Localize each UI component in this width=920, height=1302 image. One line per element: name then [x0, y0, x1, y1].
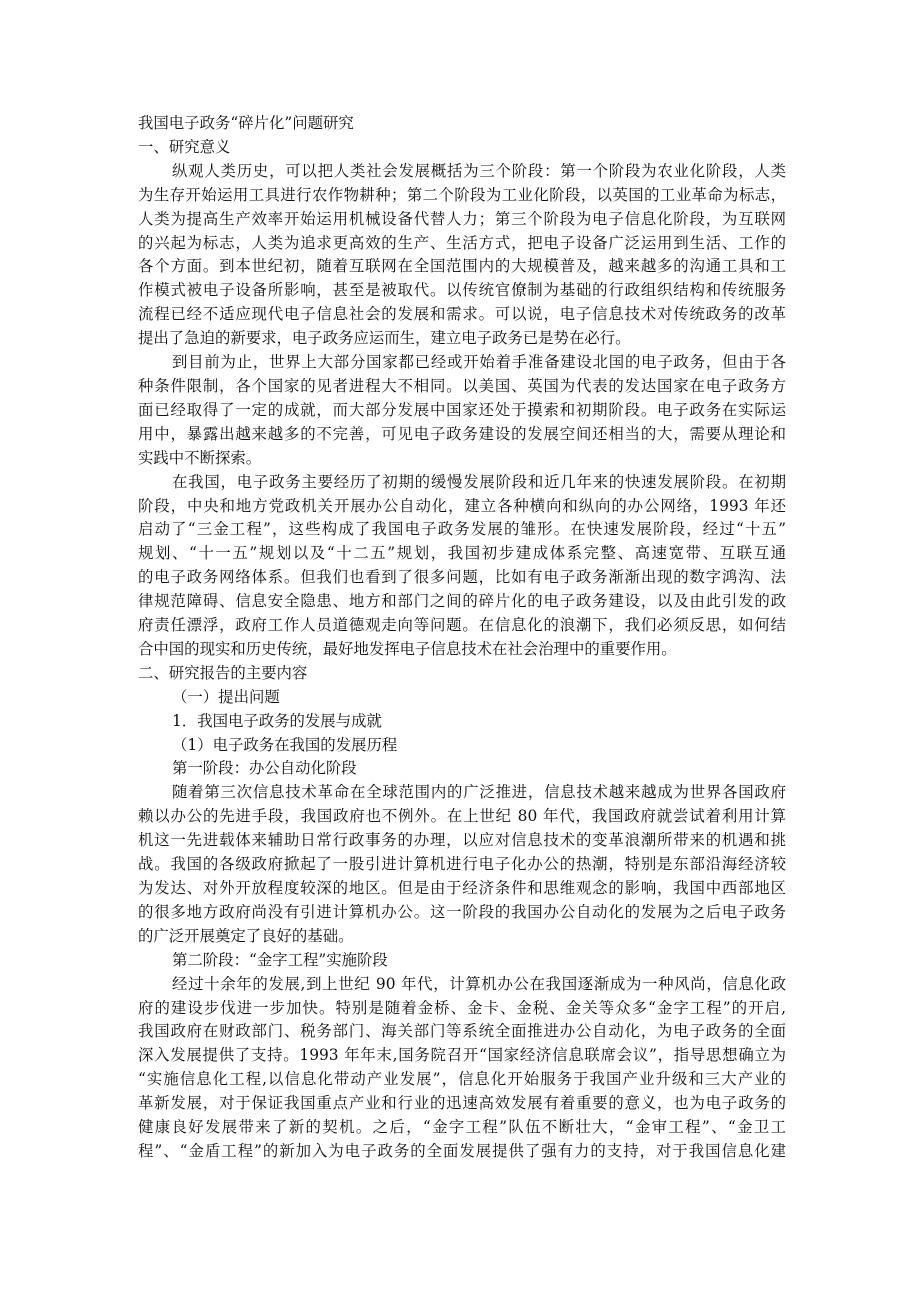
paragraph-line: 规划、“十一五”规划以及“十二五”规划，我国初步建成体系完整、高速宽带、互联互通 — [138, 544, 786, 563]
paragraph-line: 赖以办公的先进手段，我国政府也不例外。在上世纪 80 年代，我国政府就尝试着利用计算 — [138, 807, 786, 826]
paragraph-line: 作模式被电子设备所影响，甚至是被取代。以传统官僚制为基础的行政组织结构和传统服务 — [138, 281, 786, 300]
paragraph-line: 纵观人类历史，可以把人类社会发展概括为三个阶段：第一个阶段为农业化阶段，人类 — [172, 161, 786, 180]
section-heading-2: 二、研究报告的主要内容 — [138, 663, 308, 682]
paragraph-line: 的电子政务网络体系。但我们也看到了很多问题，比如有电子政务渐渐出现的数字鸿沟、法 — [138, 568, 786, 587]
paragraph-line: 为发达、对外开放程度较深的地区。但是由于经济条件和思维观念的影响，我国中西部地区 — [138, 879, 786, 897]
document-title: 我国电子政务“碎片化”问题研究 — [138, 114, 354, 132]
paragraph-line: 的兴起为标志，人类为追求更高效的生产、生活方式，把电子设备广泛运用到生活、工作的 — [138, 233, 786, 252]
paragraph-line: 我国政府在财政部门、税务部门、海关部门等系统全面推进办公自动化，为电子政务的全面 — [138, 1022, 786, 1041]
paragraph-line: 的很多地方政府尚没有引进计算机办公。这一阶段的我国办公自动化的发展为之后电子政务 — [138, 902, 786, 921]
paragraph-5 — [138, 973, 786, 1164]
paragraph-line: 各个方面。到本世纪初，随着互联网在全国范围内的大规模普及，越来越多的沟通工具和工 — [138, 257, 786, 276]
paragraph-line: 合中国的现实和历史传统，最好地发挥电子信息技术在社会治理中的重要作用。 — [138, 639, 677, 658]
paragraph-3 — [138, 471, 786, 662]
section-heading-1: 一、研究意义 — [138, 137, 231, 156]
document-page — [138, 112, 786, 1164]
subsection-heading: （一）提出问题 — [172, 687, 280, 706]
paragraph-line: 流程已经不适应现代电子信息社会的发展和需求。可以说，电子信息技术对传统政务的改革 — [138, 305, 786, 324]
paragraph-line: 的广泛开展奠定了良好的基础。 — [138, 926, 354, 945]
paragraph-line: 律规范障碍、信息安全隐患、地方和部门之间的碎片化的电子政务建设，以及由此引发的政 — [138, 592, 786, 611]
paragraph-line: 革新发展，对于保证我国重点产业和行业的迅速高效发展有着重要的意义，也为电子政务的 — [138, 1094, 786, 1113]
paragraph-line: 健康良好发展带来了新的契机。之后，“金字工程”队伍不断壮大，“金审工程”、“金卫工 — [138, 1118, 786, 1137]
paragraph-1 — [138, 160, 786, 351]
paragraph-line: 阶段，中央和地方党政机关开展办公自动化，建立各种横向和纵向的办公网络，1993 年还 — [138, 496, 786, 515]
paragraph-line: 经过十余年的发展,到上世纪 90 年代，计算机办公在我国逐渐成为一种风尚，信息化政 — [172, 974, 786, 993]
paragraph-line: 面已经取得了一定的成就，而大部分发展中国家还处于摸索和初期阶段。电子政务在实际运 — [138, 400, 786, 419]
paragraph-line: 实践中不断探索。 — [138, 448, 262, 467]
subsection-heading: 1．我国电子政务的发展与成就 — [172, 711, 382, 730]
paragraph-4 — [138, 781, 786, 948]
paragraph-line: 到目前为止，世界上大部分国家都已经或开始着手准备建设北国的电子政务，但由于各 — [172, 353, 786, 372]
paragraph-line: 府的建设步伐进一步加快。特别是随着金桥、金卡、金税、金关等众多“金字工程”的开启, — [138, 998, 786, 1017]
paragraph-line: 机这一先进载体来辅助日常行政事务的办理，以应对信息技术的变革浪潮所带来的机遇和挑 — [138, 831, 786, 850]
paragraph-line: 程”、“金盾工程”的新加入为电子政务的全面发展提供了强有力的支持，对于我国信息化建 — [138, 1141, 786, 1160]
paragraph-line: 提出了急迫的新要求，电子政务应运而生，建立电子政务已是势在必行。 — [138, 329, 631, 348]
paragraph-line: 种条件限制，各个国家的见者进程大不相同。以美国、英国为代表的发达国家在电子政务方 — [138, 376, 786, 395]
paragraph-2 — [138, 351, 786, 471]
paragraph-line: 启动了“三金工程”，这些构成了我国电子政务发展的雏形。在快速发展阶段，经过“十五” — [138, 520, 786, 539]
paragraph-line: “实施信息化工程,以信息化带动产业发展”，信息化开始服务于我国产业升级和三大产业的 — [138, 1070, 786, 1089]
paragraph-line: 用中，暴露出越来越多的不完善，可见电子政务建设的发展空间还相当的大，需要从理论和 — [138, 424, 786, 443]
paragraph-line: 在我国，电子政务主要经历了初期的缓慢发展阶段和近几年来的快速发展阶段。在初期 — [172, 472, 786, 491]
paragraph-line: 战。我国的各级政府掀起了一股引进计算机进行电子化办公的热潮，特别是东部沿海经济较 — [138, 855, 786, 874]
paragraph-line: 府责任漂浮，政府工作人员道德观走向等问题。在信息化的浪潮下，我们必须反思，如何结 — [138, 616, 786, 635]
paragraph-line: 随着第三次信息技术革命在全球范围内的广泛推进，信息技术越来越成为世界各国政府 — [172, 783, 786, 802]
paragraph-line: 为生存开始运用工具进行农作物耕种；第二个阶段为工业化阶段，以英国的工业革命为标志， — [138, 185, 786, 204]
paragraph-line: 人类为提高生产效率开始运用机械设备代替人力；第三个阶段为电子信息化阶段，为互联网 — [138, 209, 786, 228]
subsection-heading: （1）电子政务在我国的发展历程 — [172, 735, 398, 754]
stage-heading-2: 第二阶段：“金字工程”实施阶段 — [172, 950, 388, 969]
stage-heading-1: 第一阶段：办公自动化阶段 — [172, 759, 357, 778]
paragraph-line: 深入发展提供了支持。1993 年年末,国务院召开“国家经济信息联席会议”，指导思想确立为 — [138, 1046, 786, 1065]
